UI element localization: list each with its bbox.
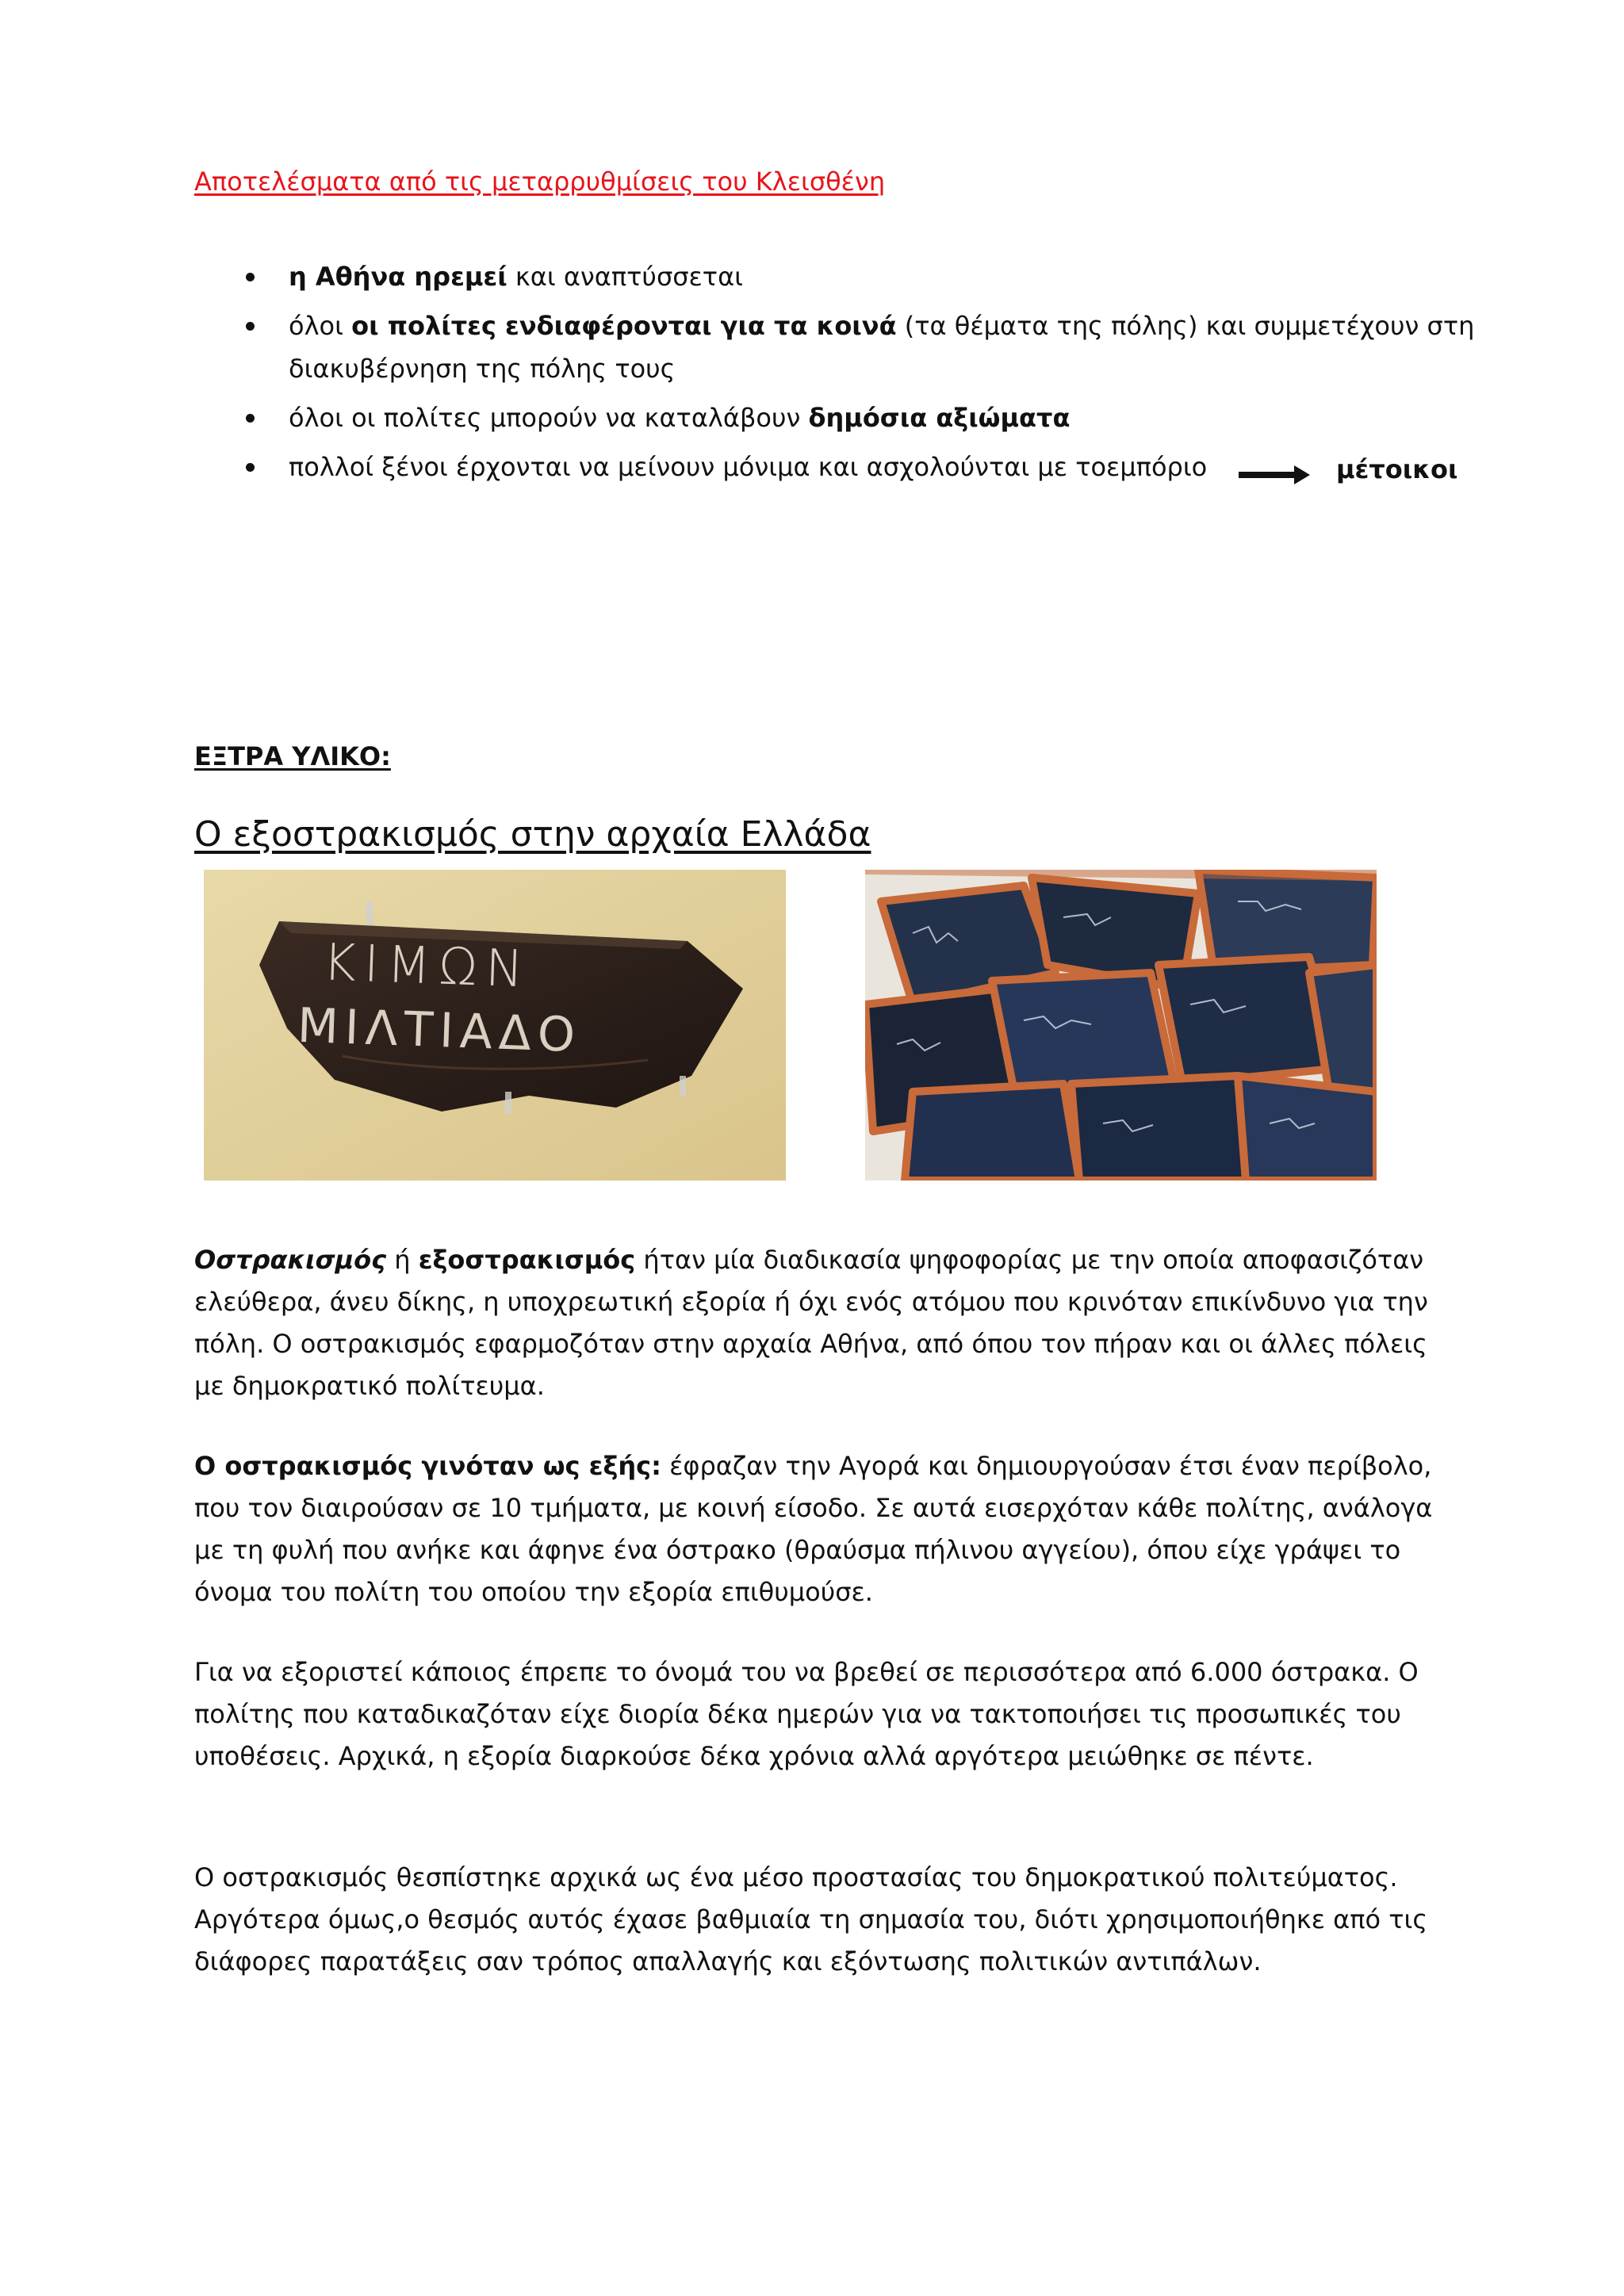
- ostrakon-photo: [204, 870, 786, 1181]
- metoikoi-label: μέτοικοι: [1336, 454, 1458, 484]
- results-list: [238, 255, 1475, 488]
- ostrakon-inscription-line2: ΜΙΛΤΙΑΔΟ: [296, 997, 583, 1064]
- extra-material-label: ΕΞΤΡΑ ΥΛΙΚΟ:: [194, 741, 391, 771]
- paragraph-2: Ο οστρακισμός γινόταν ως εξής: έφραζαν την Αγορά και δημιουργούσαν έτσι έναν περίβολο, που τον διαιρούσαν σε 10 τμήματα, με κοινή είσοδο. Σε αυτά εισερχόταν κάθε πολίτης, ανάλογα με τη φυλή που ανήκε και άφηνε ένα όστρακο (θραύσμα πήλινου αγγείου), όπου είχε γράψει το όνομα του πολίτη του οποίου την εξορία επιθυμούσε.: [194, 1451, 1433, 1607]
- paragraph-3: Για να εξοριστεί κάποιος έπρεπε το όνομά του να βρεθεί σε περισσότερα από 6.000 όστρακα. Ο πολίτης που καταδικαζόταν είχε διορία δέκα ημερών για να τακτοποιήσει τις προσωπικές του υποθέσεις. Αρχικά, η εξορία διαρκούσε δέκα χρόνια αλλά αργότερα μειώθηκε σε πέντε.: [194, 1657, 1419, 1771]
- paragraph-1: Οστρακισμός ή εξοστρακισμός ήταν μία διαδικασία ψηφοφορίας με την οποία αποφασιζόταν ελεύθερα, άνευ δίκης, η υποχρεωτική εξορία ή όχι ενός ατόμου που κρινόταν επικίνδυνο για την πόλη. Ο οστρακισμός εφαρμοζόταν στην αρχαία Αθήνα, από όπου τον πήραν και οι άλλες πόλεις με δημοκρατικό πολίτευμα.: [194, 1245, 1428, 1401]
- section-title: Ο εξοστρακισμός στην αρχαία Ελλάδα: [194, 814, 871, 855]
- ostraka-pile-photo: [865, 870, 1377, 1181]
- list-item: όλοι οι πολίτες ενδιαφέρονται για τα κοινά (τα θέματα της πόλης) και συμμετέχουν στη διακυβέρνηση της πόλης τους: [238, 304, 1475, 390]
- list-item: η Αθήνα ηρεμεί και αναπτύσσεται: [238, 255, 1475, 298]
- paragraph-4: Ο οστρακισμός θεσπίστηκε αρχικά ως ένα μέσο προστασίας του δημοκρατικού πολιτεύματος. Αργότερα όμως,ο θεσμός αυτός έχασε βαθμιαία τη σημασία του, διότι χρησιμοποιήθηκε από τις διάφορες παρατάξεις σαν τρόπος απαλλαγής και εξόντωσης πολιτικών αντιπάλων.: [194, 1862, 1428, 1976]
- list-item: πολλοί ξένοι έρχονται να μείνουν μόνιμα και ασχολούνται με τοεμπόριο: [238, 446, 1475, 488]
- ostrakon-inscription-line1: ΚΙΜΩΝ: [321, 933, 533, 1000]
- list-item: όλοι οι πολίτες μπορούν να καταλάβουν δημόσια αξιώματα: [238, 396, 1475, 439]
- right-arrow-icon: [1239, 457, 1310, 480]
- results-heading: Αποτελέσματα από τις μεταρρυθμίσεις του Κλεισθένη: [194, 166, 886, 197]
